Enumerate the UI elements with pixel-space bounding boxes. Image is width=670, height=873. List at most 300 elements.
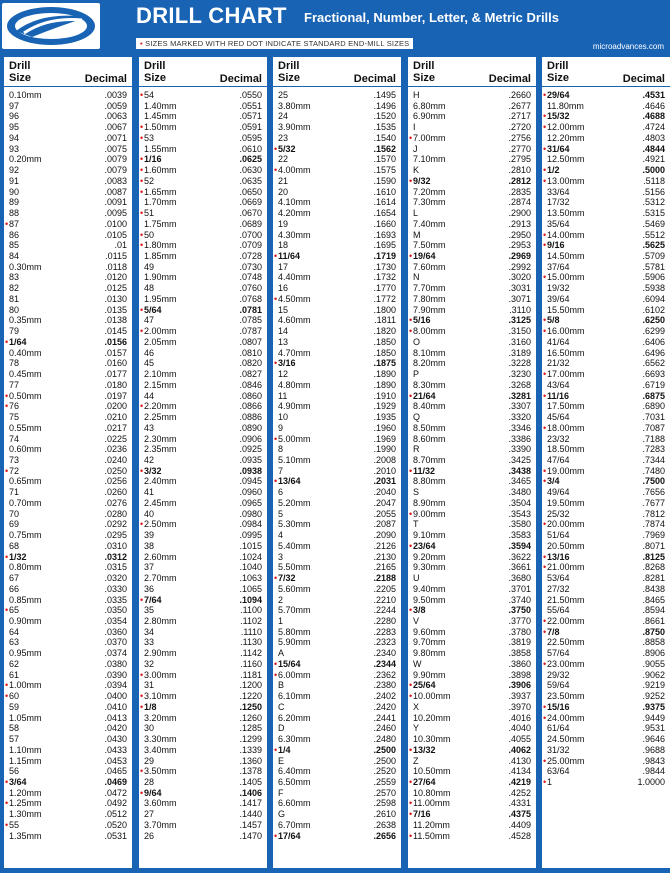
table-row: [408, 326, 536, 337]
decimal-value: .6562: [642, 358, 665, 369]
decimal-value: .0906: [239, 433, 262, 444]
drill-size: 9/32: [413, 175, 431, 186]
red-dot-icon: •: [409, 809, 413, 820]
table-row: [408, 637, 536, 648]
drill-size: 7.00mm: [413, 132, 446, 143]
decimal-value: .0071: [104, 132, 127, 143]
drill-size: 52: [144, 175, 155, 186]
decimal-value: .3386: [508, 433, 531, 444]
table-row: [408, 476, 536, 487]
table-row: [4, 144, 132, 155]
table-row: [273, 380, 401, 391]
table-row: [408, 369, 536, 380]
table-row: [139, 831, 267, 842]
drill-size: 6.00mm: [278, 669, 311, 680]
drill-size: 86: [9, 229, 20, 240]
red-dot-icon: •: [274, 143, 278, 154]
red-dot-icon: •: [274, 358, 278, 369]
table-row: [273, 616, 401, 627]
drill-size: 18.50mm: [547, 444, 585, 455]
drill-size: 0.50mm: [9, 390, 42, 401]
decimal-value: .0430: [104, 734, 127, 745]
decimal-value: .3661: [508, 562, 531, 573]
decimal-value: .3346: [508, 422, 531, 433]
red-dot-icon: •: [409, 830, 413, 841]
drill-size: 68: [9, 540, 20, 551]
table-row: [273, 401, 401, 412]
table-row: [408, 756, 536, 767]
drill-size: I: [413, 122, 416, 133]
table-row: [139, 369, 267, 380]
decimal-value: .2344: [373, 658, 396, 669]
table-row: [408, 230, 536, 241]
decimal-value: .3701: [508, 583, 531, 594]
decimal-value: .2720: [508, 122, 531, 133]
decimal-value: .0925: [239, 444, 262, 455]
table-row: [4, 122, 132, 133]
decimal-value: .0177: [104, 369, 127, 380]
table-row: [273, 788, 401, 799]
decimal-value: .1495: [373, 90, 396, 100]
decimal-value: .1339: [239, 744, 262, 755]
decimal-value: .0630: [239, 165, 262, 176]
drill-size: 7.80mm: [413, 293, 446, 304]
decimal-value: .9646: [642, 734, 665, 745]
table-row: [4, 434, 132, 445]
decimal-value: .6719: [642, 379, 665, 390]
decimal-value: .1457: [239, 819, 262, 830]
table-row: [139, 691, 267, 702]
red-dot-icon: •: [140, 787, 144, 798]
table-row: [4, 541, 132, 552]
drill-size: E: [278, 755, 285, 766]
decimal-value: .8125: [642, 551, 665, 562]
drill-size: 79: [9, 326, 20, 337]
table-row: [542, 734, 670, 745]
drill-size: 5/64: [144, 304, 162, 315]
decimal-header: Decimal: [353, 73, 396, 85]
table-row: [139, 498, 267, 509]
table-row: [408, 530, 536, 541]
table-row: [408, 616, 536, 627]
decimal-value: .5938: [642, 283, 665, 294]
drill-size: 53: [144, 132, 155, 143]
drill-size: 23: [278, 132, 289, 143]
table-row: [542, 165, 670, 176]
decimal-value: .0960: [239, 487, 262, 498]
decimal-value: .7874: [642, 519, 665, 530]
decimal-value: .3189: [508, 347, 531, 358]
decimal-value: .0120: [104, 272, 127, 283]
drill-size: 21: [278, 175, 289, 186]
decimal-value: .7087: [642, 422, 665, 433]
table-row: [408, 444, 536, 455]
table-row: [542, 605, 670, 616]
drill-size: 4.30mm: [278, 229, 311, 240]
table-row: [4, 240, 132, 251]
decimal-value: .2610: [373, 809, 396, 820]
table-row: [542, 262, 670, 273]
table-row: [273, 187, 401, 198]
table-row: [273, 809, 401, 820]
table-row: [4, 627, 132, 638]
table-row: [4, 573, 132, 584]
table-row: [408, 777, 536, 788]
table-row: [408, 595, 536, 606]
red-dot-icon: •: [543, 777, 547, 787]
decimal-value: .0768: [239, 293, 262, 304]
drill-size: 0.40mm: [9, 347, 42, 358]
drill-size: 1: [547, 777, 553, 787]
decimal-value: .4724: [642, 122, 665, 133]
decimal-value: .1929: [373, 401, 396, 412]
table-row: [408, 165, 536, 176]
drill-size: 7.70mm: [413, 283, 446, 294]
decimal-value: .1520: [373, 111, 396, 122]
decimal-value: .2130: [373, 551, 396, 562]
decimal-value: .9688: [642, 744, 665, 755]
drill-size: 88: [9, 208, 20, 219]
drill-size: 55: [9, 819, 20, 830]
drill-size: 9.40mm: [413, 583, 446, 594]
drill-size: 25/64: [413, 680, 436, 691]
drill-size: 69: [9, 519, 20, 530]
decimal-value: .0807: [239, 336, 262, 347]
table-row: [408, 573, 536, 584]
table-row: [4, 154, 132, 165]
table-row: [4, 616, 132, 627]
red-dot-icon: •: [140, 175, 144, 186]
decimal-value: .9252: [642, 691, 665, 702]
decimal-value: .2835: [508, 186, 531, 197]
drill-size: 4.70mm: [278, 347, 311, 358]
drill-table: [0, 54, 670, 873]
table-row: [273, 455, 401, 466]
drill-size: 15.00mm: [547, 272, 585, 283]
table-row: [273, 133, 401, 144]
drill-size: 2.40mm: [144, 476, 177, 487]
decimal-value: .1015: [239, 540, 262, 551]
table-row: [542, 337, 670, 348]
decimal-value: .1535: [373, 122, 396, 133]
decimal-value: .3594: [508, 540, 531, 551]
table-row: [139, 509, 267, 520]
drill-size: 5.30mm: [278, 519, 311, 530]
decimal-value: .2126: [373, 540, 396, 551]
decimal-value: .4040: [508, 723, 531, 734]
drill-size: 45/64: [547, 412, 570, 423]
drill-size: 10.80mm: [413, 787, 451, 798]
table-row: [408, 337, 536, 348]
decimal-value: .0846: [239, 379, 262, 390]
drill-size: 12: [278, 369, 289, 380]
red-dot-icon: •: [409, 132, 413, 143]
drill-size: 15/32: [547, 111, 570, 122]
drill-size: 50: [144, 229, 155, 240]
red-dot-icon: •: [274, 669, 278, 680]
decimal-value: .0550: [239, 90, 262, 100]
table-row: [273, 595, 401, 606]
decimal-value: .0039: [104, 90, 127, 100]
table-row: [4, 713, 132, 724]
table-row: [273, 176, 401, 187]
table-row: [542, 412, 670, 423]
table-row: [139, 788, 267, 799]
decimal-value: .3020: [508, 272, 531, 283]
table-row: [139, 187, 267, 198]
decimal-value: .2770: [508, 143, 531, 154]
decimal-value: .9219: [642, 680, 665, 691]
table-row: [139, 208, 267, 219]
decimal-value: .2380: [373, 680, 396, 691]
decimal-value: .9844: [642, 766, 665, 777]
decimal-value: .2244: [373, 605, 396, 616]
drill-size: 66: [9, 583, 20, 594]
drill-size: 8.80mm: [413, 476, 446, 487]
drill-size: 24.50mm: [547, 734, 585, 745]
drill-size: S: [413, 487, 420, 498]
decimal-value: .2677: [508, 100, 531, 111]
table-row: [139, 272, 267, 283]
drill-size: 20.00mm: [547, 519, 585, 530]
decimal-value: .6693: [642, 369, 665, 380]
drill-size: 5.90mm: [278, 637, 311, 648]
decimal-value: .5512: [642, 229, 665, 240]
table-row: [542, 627, 670, 638]
decimal-value: .0067: [104, 122, 127, 133]
decimal-value: .6094: [642, 293, 665, 304]
red-dot-icon: •: [140, 165, 144, 176]
red-dot-icon: •: [409, 465, 413, 476]
decimal-value: .4062: [508, 744, 531, 755]
drill-size: 21.00mm: [547, 562, 585, 573]
drill-size: 13/32: [413, 744, 436, 755]
drill-size: 0.20mm: [9, 154, 42, 165]
column-header: [408, 59, 536, 87]
drill-size: 17/32: [547, 197, 570, 208]
drill-size: 43: [144, 422, 155, 433]
decimal-value: .0280: [104, 508, 127, 519]
table-row: [408, 809, 536, 820]
table-row: [139, 723, 267, 734]
table-row: [4, 208, 132, 219]
drill-size: 7.20mm: [413, 186, 446, 197]
decimal-value: .1850: [373, 336, 396, 347]
decimal-value: .1406: [239, 787, 262, 798]
decimal-value: .0453: [104, 755, 127, 766]
table-row: [139, 616, 267, 627]
drill-size: 39: [144, 530, 155, 541]
decimal-value: .5625: [642, 240, 665, 251]
drill-size: 10.30mm: [413, 734, 451, 745]
decimal-value: .0512: [104, 809, 127, 820]
decimal-value: .1285: [239, 723, 262, 734]
drill-size: 21/32: [547, 358, 570, 369]
table-row: [139, 401, 267, 412]
table-row: [4, 562, 132, 573]
decimal-value: .8438: [642, 583, 665, 594]
table-row: [408, 605, 536, 616]
decimal-value: .0276: [104, 497, 127, 508]
decimal-value: .4531: [642, 90, 665, 100]
drill-size: X: [413, 701, 420, 712]
decimal-value: .0980: [239, 508, 262, 519]
drill-size: 0.45mm: [9, 369, 42, 380]
decimal-value: .8858: [642, 637, 665, 648]
red-dot-icon: •: [543, 111, 547, 122]
table-row: [273, 219, 401, 230]
table-row: [4, 412, 132, 423]
table-row: [542, 101, 670, 112]
red-dot-icon: •: [543, 165, 547, 176]
red-dot-icon: •: [409, 326, 413, 337]
table-row: [4, 476, 132, 487]
table-row: [408, 713, 536, 724]
table-row: [139, 809, 267, 820]
drill-size: 2.10mm: [144, 369, 177, 380]
table-row: [139, 702, 267, 713]
red-dot-icon: •: [543, 465, 547, 476]
table-row: [139, 573, 267, 584]
drill-size: 1.85mm: [144, 251, 177, 262]
drill-size: 1.00mm: [9, 680, 42, 691]
decimal-value: .4134: [508, 766, 531, 777]
drill-size: 1/32: [9, 551, 27, 562]
table-row: [273, 369, 401, 380]
decimal-value: .0965: [239, 497, 262, 508]
drill-size: 0.75mm: [9, 530, 42, 541]
red-dot-icon: •: [5, 819, 9, 830]
decimal-value: .0083: [104, 175, 127, 186]
drill-size: 63: [9, 637, 20, 648]
drill-size: 3/32: [144, 465, 162, 476]
table-row: [139, 605, 267, 616]
red-dot-icon: •: [140, 240, 144, 251]
drill-size: 11/32: [413, 465, 436, 476]
table-row: [4, 391, 132, 402]
table-row: [542, 595, 670, 606]
red-dot-icon: •: [5, 777, 9, 787]
red-dot-icon: •: [543, 143, 547, 154]
drill-size: 7.50mm: [413, 240, 446, 251]
drill-size: 3/64: [9, 777, 27, 787]
drill-size: 5.20mm: [278, 497, 311, 508]
decimal-value: .0156: [104, 336, 127, 347]
table-row: [4, 670, 132, 681]
drill-size: 6.80mm: [413, 100, 446, 111]
table-row: [273, 734, 401, 745]
decimal-value: .1969: [373, 433, 396, 444]
table-row: [139, 627, 267, 638]
decimal-value: .2460: [373, 723, 396, 734]
drill-size: 61: [9, 669, 20, 680]
decimal-value: .5118: [643, 175, 665, 186]
table-row: [542, 552, 670, 563]
table-row: [4, 294, 132, 305]
table-row: [273, 122, 401, 133]
decimal-value: .1142: [240, 648, 262, 659]
decimal-value: .0890: [239, 422, 262, 433]
decimal-header: Decimal: [622, 73, 665, 85]
decimal-value: .6406: [642, 336, 665, 347]
drill-size: 2.05mm: [144, 336, 177, 347]
drill-size: 3.40mm: [144, 744, 177, 755]
red-dot-icon: •: [5, 605, 9, 616]
table-row: [408, 133, 536, 144]
table-row: [408, 208, 536, 219]
table-row: [4, 487, 132, 498]
table-row: [542, 294, 670, 305]
table-row: [4, 831, 132, 842]
table-row: [139, 648, 267, 659]
drill-size: 5: [278, 508, 284, 519]
drill-size: A: [278, 648, 285, 659]
decimal-value: .5906: [642, 272, 665, 283]
table-row: [4, 680, 132, 691]
drill-size: 3.20mm: [144, 712, 177, 723]
drill-size: 23.50mm: [547, 691, 585, 702]
table-row: [139, 133, 267, 144]
drill-size: 4.20mm: [278, 208, 311, 219]
table-row: [542, 315, 670, 326]
drill-size: 5/8: [547, 315, 560, 326]
red-dot-icon: •: [543, 519, 547, 530]
drill-size: 7.90mm: [413, 304, 446, 315]
decimal-value: .4130: [508, 755, 531, 766]
table-row: [139, 713, 267, 724]
table-row: [4, 455, 132, 466]
drill-size: 13/64: [278, 476, 301, 487]
drill-size: 72: [9, 465, 20, 476]
decimal-value: .3031: [508, 283, 531, 294]
drill-size: 43/64: [547, 379, 570, 390]
table-row: [273, 605, 401, 616]
table-row: [4, 187, 132, 198]
table-row: [273, 251, 401, 262]
table-row: [408, 154, 536, 165]
drill-size: 6.10mm: [278, 691, 311, 702]
drill-size: 1.35mm: [9, 830, 42, 841]
decimal-value: .7283: [642, 444, 665, 455]
table-row: [139, 455, 267, 466]
drill-size: 9.80mm: [413, 648, 446, 659]
decimal-value: .4331: [508, 798, 531, 809]
decimal-value: .2810: [508, 165, 531, 176]
red-dot-icon: •: [5, 336, 9, 347]
drill-size: B: [278, 680, 285, 691]
drill-size: 4.60mm: [278, 315, 311, 326]
decimal-value: .8281: [642, 573, 665, 584]
drill-column: [408, 57, 536, 868]
drill-size: 82: [9, 283, 20, 294]
table-row: [4, 466, 132, 477]
table-row: [139, 326, 267, 337]
drill-size: 18: [278, 240, 289, 251]
decimal-value: .5312: [642, 197, 665, 208]
decimal-value: .1960: [373, 422, 396, 433]
brand-logo-icon: [2, 3, 100, 49]
drill-size: 25/32: [547, 508, 570, 519]
decimal-value: .2040: [373, 487, 396, 498]
table-row: [273, 423, 401, 434]
drill-size: 57: [9, 734, 20, 745]
table-row: [273, 584, 401, 595]
decimal-value: .2874: [508, 197, 531, 208]
decimal-value: .0390: [104, 669, 127, 680]
table-row: [542, 230, 670, 241]
decimal-value: .1890: [373, 369, 396, 380]
table-row: [273, 530, 401, 541]
